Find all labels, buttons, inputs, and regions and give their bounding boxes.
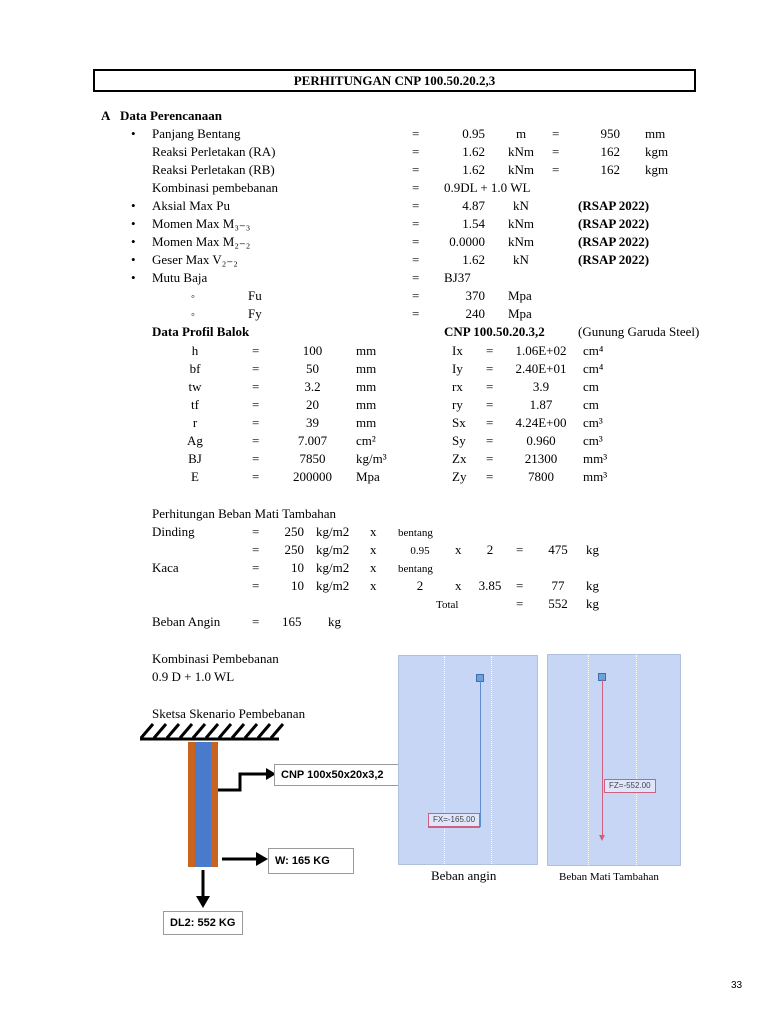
dinding-result-unit: kg bbox=[586, 542, 599, 557]
profile-unit: mm bbox=[356, 343, 377, 358]
dinding-label: Dinding bbox=[152, 524, 195, 539]
profile-symbol: rx bbox=[452, 379, 463, 394]
param-value: 0.95 bbox=[462, 126, 485, 141]
times-sign: x bbox=[370, 578, 377, 593]
equals-sign: = bbox=[252, 469, 260, 484]
profile-symbol: Zx bbox=[452, 451, 467, 466]
total-unit: kg bbox=[586, 596, 599, 611]
param-unit: kNm bbox=[508, 144, 534, 159]
steel-unit: Mpa bbox=[508, 288, 532, 303]
profile-value: 3.9 bbox=[532, 379, 550, 394]
equals-sign: = bbox=[486, 433, 494, 448]
profile-symbol: BJ bbox=[188, 451, 202, 466]
profile-value: 0.960 bbox=[526, 433, 556, 448]
profile-unit: mm bbox=[356, 379, 377, 394]
param-label: Momen Max M₃₋₃ bbox=[152, 216, 251, 231]
profile-value: 39 bbox=[306, 415, 319, 430]
param-value: 0.9DL + 1.0 WL bbox=[444, 180, 531, 195]
kaca-bentang: 2 bbox=[416, 578, 424, 593]
profile-unit: Mpa bbox=[356, 469, 380, 484]
dead-load-heading: Perhitungan Beban Mati Tambahan bbox=[152, 506, 337, 521]
dead-load-arrow bbox=[193, 868, 213, 910]
equals-sign: = bbox=[412, 180, 420, 195]
profile-symbol: tw bbox=[188, 379, 202, 394]
param-unit: kNm bbox=[508, 162, 534, 177]
param-unit: kNm bbox=[508, 216, 534, 231]
kaca-label: Kaca bbox=[152, 560, 179, 575]
page-title: PERHITUNGAN CNP 100.50.20.2,3 bbox=[93, 69, 696, 92]
steel-label: Fu bbox=[248, 288, 262, 303]
dinding-unit: kg/m2 bbox=[316, 524, 350, 539]
bullet: • bbox=[131, 234, 136, 249]
steel-value: 240 bbox=[465, 306, 485, 321]
profile-value: 100 bbox=[302, 343, 323, 358]
profile-unit: cm² bbox=[356, 433, 376, 448]
profile-symbol: Sx bbox=[452, 415, 466, 430]
profile-value: 7.007 bbox=[297, 433, 328, 448]
profile-arrow bbox=[214, 766, 278, 796]
profile-unit: cm⁴ bbox=[583, 361, 604, 376]
total-label: Total bbox=[436, 599, 459, 611]
wind-value: 165 bbox=[282, 614, 302, 629]
profile-unit: cm⁴ bbox=[583, 343, 604, 358]
profile-value: 20 bbox=[306, 397, 319, 412]
bentang-word: bentang bbox=[398, 527, 433, 539]
equals-sign: = bbox=[412, 162, 420, 177]
times-sign: x bbox=[370, 542, 377, 557]
times-sign: x bbox=[455, 542, 462, 557]
equals-sign: = bbox=[486, 451, 494, 466]
equals-sign: = bbox=[252, 614, 260, 629]
param-value: 1.62 bbox=[462, 162, 485, 177]
profile-unit: kg/m³ bbox=[356, 451, 387, 466]
param-value: 1.62 bbox=[462, 252, 485, 267]
param-label: Panjang Bentang bbox=[152, 126, 241, 141]
bullet: • bbox=[131, 198, 136, 213]
kaca-value: 10 bbox=[291, 560, 304, 575]
equals-sign: = bbox=[552, 126, 560, 141]
dead-panel-caption: Beban Mati Tambahan bbox=[559, 871, 659, 883]
param-value-2: 162 bbox=[600, 144, 620, 159]
kaca-unit: kg/m2 bbox=[316, 560, 350, 575]
equals-sign: = bbox=[412, 288, 420, 303]
profile-unit: mm³ bbox=[583, 451, 608, 466]
profile-value: 4.24E+00 bbox=[515, 415, 567, 430]
equals-sign: = bbox=[486, 397, 494, 412]
profile-symbol: tf bbox=[191, 397, 199, 412]
profile-symbol: ry bbox=[452, 397, 463, 412]
profile-symbol: Ix bbox=[452, 343, 463, 358]
param-value: 0.0000 bbox=[449, 234, 485, 249]
member-line bbox=[480, 680, 481, 827]
profile-value: 21300 bbox=[524, 451, 558, 466]
profile-value: 1.06E+02 bbox=[515, 343, 567, 358]
param-value: 4.87 bbox=[462, 198, 485, 213]
equals-sign: = bbox=[486, 361, 494, 376]
profile-symbol: r bbox=[192, 415, 198, 430]
times-sign: x bbox=[370, 524, 377, 539]
force-vector bbox=[428, 827, 480, 828]
dead-load-label-box: DL2: 552 KG bbox=[163, 911, 243, 935]
param-unit: kN bbox=[513, 252, 529, 267]
param-value-2: 162 bbox=[600, 162, 620, 177]
profile-unit: mm bbox=[356, 361, 377, 376]
equals-sign: = bbox=[412, 270, 420, 285]
profile-symbol: h bbox=[191, 343, 199, 358]
profile-unit: cm bbox=[583, 397, 599, 412]
param-unit: kN bbox=[513, 198, 529, 213]
page-number: 33 bbox=[731, 980, 743, 991]
times-sign: x bbox=[370, 560, 377, 575]
kaca-unit: kg/m2 bbox=[316, 578, 350, 593]
equals-sign: = bbox=[412, 252, 420, 267]
equals-sign: = bbox=[516, 542, 524, 557]
bullet: • bbox=[131, 252, 136, 267]
equals-sign: = bbox=[552, 144, 560, 159]
dinding-unit: kg/m2 bbox=[316, 542, 350, 557]
param-unit: kNm bbox=[508, 234, 534, 249]
equals-sign: = bbox=[486, 469, 494, 484]
param-label: Kombinasi pembebanan bbox=[152, 180, 278, 195]
wind-unit: kg bbox=[328, 614, 341, 629]
equals-sign: = bbox=[252, 560, 260, 575]
profile-symbol: Sy bbox=[452, 433, 466, 448]
equals-sign: = bbox=[486, 343, 494, 358]
bullet: • bbox=[131, 126, 136, 141]
equals-sign: = bbox=[252, 524, 260, 539]
bullet: • bbox=[131, 216, 136, 231]
dinding-value: 250 bbox=[284, 542, 304, 557]
param-note: (RSAP 2022) bbox=[578, 234, 650, 249]
member-line bbox=[602, 679, 603, 839]
param-label: Geser Max V₂₋₂ bbox=[152, 252, 238, 267]
dinding-result: 475 bbox=[548, 542, 568, 557]
force-label-fz: FZ=-552.00 bbox=[604, 779, 656, 793]
dinding-value: 250 bbox=[284, 524, 304, 539]
profile-unit: mm³ bbox=[583, 469, 608, 484]
section-heading: Data Perencanaan bbox=[120, 108, 222, 123]
kaca-result-unit: kg bbox=[586, 578, 599, 593]
equals-sign: = bbox=[486, 379, 494, 394]
profile-unit: mm bbox=[356, 397, 377, 412]
equals-sign: = bbox=[412, 306, 420, 321]
bullet: • bbox=[131, 270, 136, 285]
sub-bullet: ◦ bbox=[191, 291, 195, 303]
profile-heading: Data Profil Balok bbox=[152, 324, 250, 339]
param-unit-2: mm bbox=[645, 126, 666, 141]
profile-symbol: E bbox=[191, 469, 199, 484]
times-sign: x bbox=[455, 578, 462, 593]
profile-unit: cm bbox=[583, 379, 599, 394]
profile-value: 1.87 bbox=[529, 397, 553, 412]
param-label: Aksial Max Pu bbox=[152, 198, 230, 213]
profile-value: 50 bbox=[306, 361, 319, 376]
column-web bbox=[195, 742, 211, 867]
profile-value: 7800 bbox=[528, 469, 554, 484]
wind-label: Beban Angin bbox=[152, 614, 221, 629]
kaca-multiplier: 3.85 bbox=[478, 578, 502, 593]
profile-unit: mm bbox=[356, 415, 377, 430]
sub-bullet: ◦ bbox=[191, 309, 195, 321]
profile-value: 7850 bbox=[299, 451, 326, 466]
equals-sign: = bbox=[252, 433, 260, 448]
profile-symbol: Iy bbox=[452, 361, 463, 376]
dead-load-panel bbox=[547, 654, 681, 866]
equals-sign: = bbox=[412, 126, 420, 141]
wind-arrow bbox=[220, 850, 270, 868]
param-label: Reaksi Perletakan (RB) bbox=[152, 162, 275, 177]
section-letter: A bbox=[101, 108, 111, 123]
sketch-heading: Sketsa Skenario Pembebanan bbox=[152, 706, 306, 721]
equals-sign: = bbox=[412, 144, 420, 159]
force-label-fx: FX=-165.00 bbox=[428, 813, 480, 827]
bentang-word: bentang bbox=[398, 563, 433, 575]
profile-symbol: bf bbox=[189, 361, 201, 376]
combination-formula: 0.9 D + 1.0 WL bbox=[152, 669, 235, 684]
param-value: 1.62 bbox=[462, 144, 485, 159]
equals-sign: = bbox=[412, 216, 420, 231]
combination-heading: Kombinasi Pembebanan bbox=[152, 651, 279, 666]
steel-value: 370 bbox=[465, 288, 485, 303]
equals-sign: = bbox=[252, 451, 260, 466]
param-value: 1.54 bbox=[462, 216, 485, 231]
kaca-result: 77 bbox=[551, 578, 565, 593]
equals-sign: = bbox=[486, 415, 494, 430]
steel-unit: Mpa bbox=[508, 306, 532, 321]
equals-sign: = bbox=[252, 542, 260, 557]
profile-name: CNP 100.50.20.3,2 bbox=[444, 324, 545, 339]
profile-unit: cm³ bbox=[583, 433, 603, 448]
equals-sign: = bbox=[252, 415, 260, 430]
param-label: Momen Max M₂₋₂ bbox=[152, 234, 251, 249]
dinding-multiplier: 2 bbox=[486, 542, 494, 557]
param-unit-2: kgm bbox=[645, 162, 669, 177]
dinding-bentang: 0.95 bbox=[410, 545, 430, 557]
column-flange-left bbox=[188, 742, 195, 867]
equals-sign: = bbox=[252, 379, 260, 394]
total-result: 552 bbox=[548, 596, 568, 611]
column-flange-right bbox=[211, 742, 218, 867]
param-note: (RSAP 2022) bbox=[578, 216, 650, 231]
param-value-2: 950 bbox=[600, 126, 620, 141]
param-value: BJ37 bbox=[444, 270, 471, 285]
equals-sign: = bbox=[252, 361, 260, 376]
fixed-support-icon bbox=[135, 720, 285, 742]
wind-panel-caption: Beban angin bbox=[431, 868, 497, 883]
param-label: Reaksi Perletakan (RA) bbox=[152, 144, 276, 159]
wind-label-box: W: 165 KG bbox=[268, 848, 354, 874]
profile-value: 200000 bbox=[293, 469, 332, 484]
equals-sign: = bbox=[552, 162, 560, 177]
profile-value: 3.2 bbox=[304, 379, 321, 394]
equals-sign: = bbox=[252, 578, 260, 593]
profile-symbol: Ag bbox=[187, 433, 203, 448]
param-note: (RSAP 2022) bbox=[578, 198, 650, 213]
equals-sign: = bbox=[252, 397, 260, 412]
param-unit-2: kgm bbox=[645, 144, 669, 159]
profile-source: (Gunung Garuda Steel) bbox=[578, 324, 700, 339]
profile-unit: cm³ bbox=[583, 415, 603, 430]
equals-sign: = bbox=[252, 343, 260, 358]
equals-sign: = bbox=[412, 198, 420, 213]
profile-symbol: Zy bbox=[452, 469, 467, 484]
profile-value: 2.40E+01 bbox=[515, 361, 567, 376]
equals-sign: = bbox=[516, 578, 524, 593]
equals-sign: = bbox=[516, 596, 524, 611]
kaca-value: 10 bbox=[291, 578, 304, 593]
param-note: (RSAP 2022) bbox=[578, 252, 650, 267]
equals-sign: = bbox=[412, 234, 420, 249]
arrow-down-icon bbox=[599, 835, 605, 841]
param-label: Mutu Baja bbox=[152, 270, 208, 285]
wind-load-panel bbox=[398, 655, 538, 865]
steel-label: Fy bbox=[248, 306, 262, 321]
profile-label-box: CNP 100x50x20x3,2 bbox=[274, 764, 400, 786]
param-unit: m bbox=[515, 126, 527, 141]
